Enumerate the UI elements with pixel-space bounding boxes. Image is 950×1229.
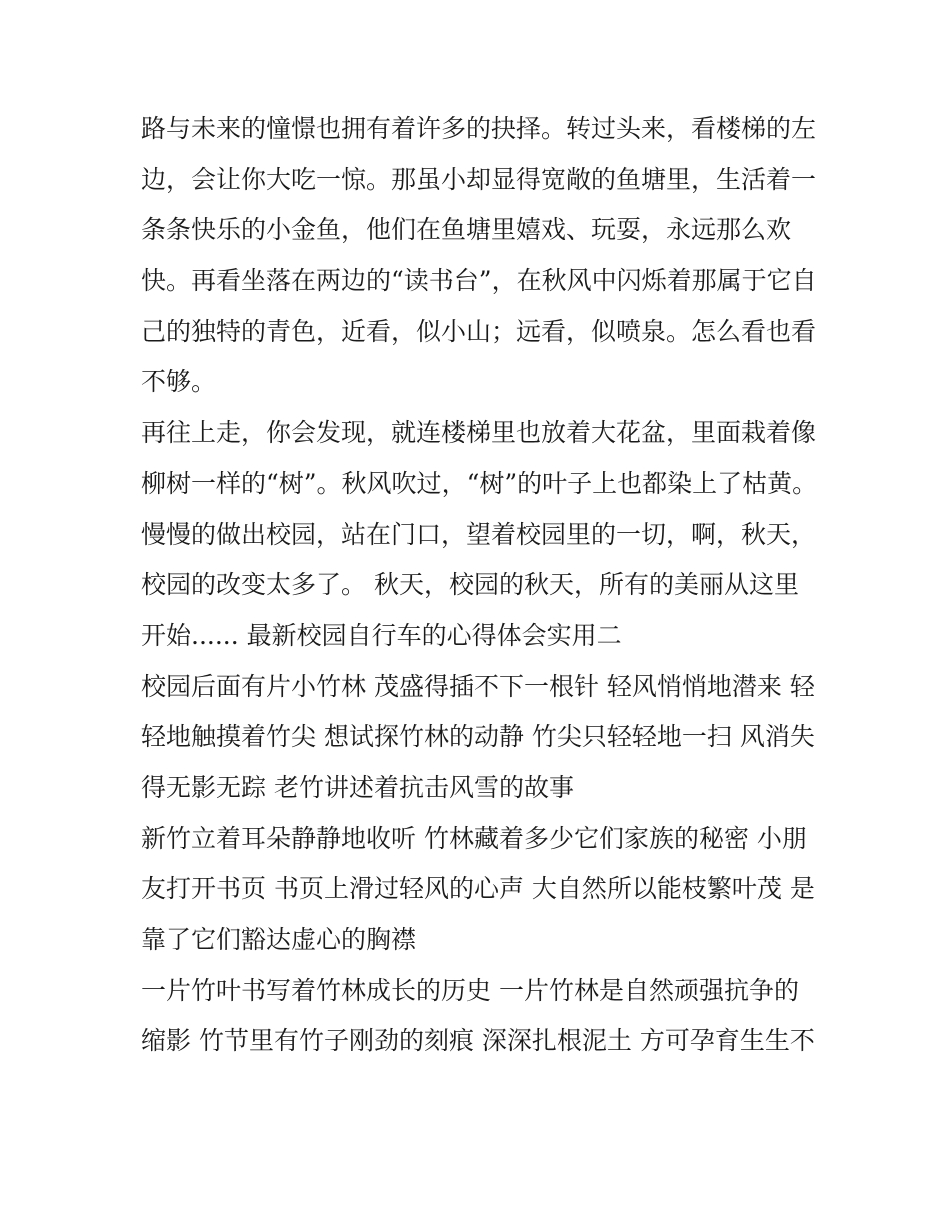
text-line: 慢慢的做出校园，站在门口，望着校园里的一切，啊，秋天， [141,519,817,549]
text-line: 柳树一样的“树”。秋风吹过，“树”的叶子上也都染上了枯黄。 [141,468,818,498]
text-line: 己的独特的青色，近看，似小山；远看，似喷泉。怎么看也看 [141,316,817,346]
text-line: 条条快乐的小金鱼，他们在鱼塘里嬉戏、玩耍，永远那么欢 [141,215,792,245]
text-line: 新竹立着耳朵静静地收听 竹林藏着多少它们家族的秘密 小朋 [141,823,807,853]
text-line: 缩影 竹节里有竹子刚劲的刻痕 深深扎根泥土 方可孕育生生不 [141,1026,815,1056]
text-line: 得无影无踪 老竹讲述着抗击风雪的故事 [141,772,574,802]
text-line: 不够。 [141,367,217,397]
text-line: 快。再看坐落在两边的“读书台”，在秋风中闪烁着那属于它自 [141,266,817,296]
text-line: 边，会让你大吃一惊。那虽小却显得宽敞的鱼塘里，生活着一 [141,164,817,194]
text-line: 再往上走，你会发现，就连楼梯里也放着大花盆，里面栽着像 [141,418,817,448]
text-line: 开始...... 最新校园自行车的心得体会实用二 [141,620,622,650]
text-line: 校园的改变太多了。 秋天，校园的秋天，所有的美丽从这里 [141,570,799,600]
text-line: 友打开书页 书页上滑过轻风的心声 大自然所以能枝繁叶茂 是 [141,874,815,904]
text-line: 轻地触摸着竹尖 想试探竹林的动静 竹尖只轻轻地一扫 风消失 [141,722,815,752]
text-line: 校园后面有片小竹林 茂盛得插不下一根针 轻风悄悄地潜来 轻 [141,671,815,701]
text-line: 路与未来的憧憬也拥有着许多的抉择。转过头来，看楼梯的左 [141,114,817,143]
text-line: 靠了它们豁达虚心的胸襟 [141,925,417,954]
text-line: 一片竹叶书写着竹林成长的历史 一片竹林是自然顽强抗争的 [141,975,799,1005]
document-body [141,104,818,1067]
